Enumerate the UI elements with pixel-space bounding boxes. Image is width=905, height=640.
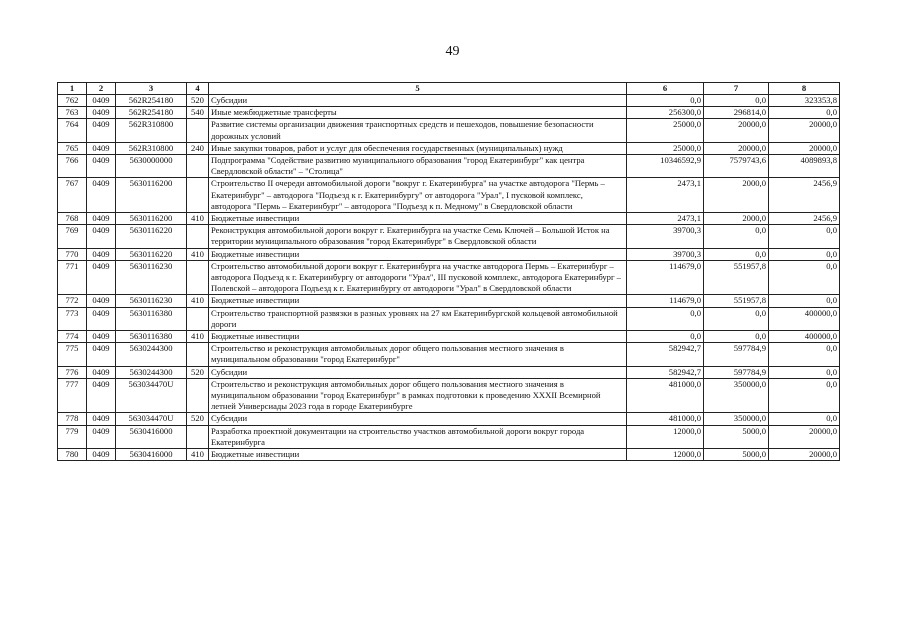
expense-type-cell: 240 [187,142,209,154]
target-code-cell: 5630116230 [116,260,187,295]
table-body [58,95,840,461]
amount-col6-cell: 582942,7 [627,366,704,378]
item-name-cell: Реконструкция автомобильной дороги вокруг г. Екатеринбурга на участке Семь Ключей – Большой Исток на территории муниципального образования "город Екатеринбург" в Свердловской области [209,225,627,248]
amount-col6-cell: 39700,3 [627,225,704,248]
item-name-cell: Строительство автомобильной дороги вокруг г. Екатеринбурга на участке автодорога Пермь – Екатеринбург – автодорога Подъезд к г. Екатеринбургу от автодороги "Урал", III пусковой комплекс, автодорога Екатеринбург – Полевской – автодорога Подъезд к г. Екатеринбургу от автодороги "Урал" в Свердловской области [209,260,627,295]
table-row [58,260,840,295]
amount-col7-cell: 2000,0 [704,213,769,225]
row-number-cell: 773 [58,307,87,330]
expense-type-cell: 520 [187,95,209,107]
section-code-cell: 0409 [87,142,116,154]
column-header-3: 3 [116,83,187,95]
amount-col6-cell: 0,0 [627,95,704,107]
table-row [58,225,840,248]
amount-col8-cell: 20000,0 [769,425,840,448]
amount-col8-cell: 4089893,8 [769,155,840,178]
item-name-cell: Строительство транспортной развязки в разных уровнях на 27 км Екатеринбургской кольцевой автомобильной дороги [209,307,627,330]
table-row [58,107,840,119]
amount-col8-cell: 0,0 [769,107,840,119]
amount-col7-cell: 5000,0 [704,425,769,448]
amount-col7-cell: 2000,0 [704,178,769,213]
item-name-cell: Бюджетные инвестиции [209,213,627,225]
target-code-cell: 563034470U [116,378,187,413]
amount-col8-cell: 0,0 [769,343,840,366]
amount-col7-cell: 7579743,6 [704,155,769,178]
amount-col7-cell: 597784,9 [704,366,769,378]
table-row [58,295,840,307]
amount-col8-cell: 0,0 [769,413,840,425]
table-header [58,83,840,95]
table-row [58,343,840,366]
expense-type-cell [187,260,209,295]
row-number-cell: 775 [58,343,87,366]
amount-col6-cell: 114679,0 [627,260,704,295]
amount-col6-cell: 2473,1 [627,213,704,225]
amount-col7-cell: 296814,0 [704,107,769,119]
column-header-6: 6 [627,83,704,95]
amount-col8-cell: 20000,0 [769,449,840,461]
section-code-cell: 0409 [87,95,116,107]
amount-col6-cell: 256300,0 [627,107,704,119]
amount-col6-cell: 582942,7 [627,343,704,366]
expense-type-cell: 410 [187,248,209,260]
section-code-cell: 0409 [87,213,116,225]
table-row [58,119,840,142]
amount-col7-cell: 20000,0 [704,142,769,154]
row-number-cell: 778 [58,413,87,425]
target-code-cell: 5630116200 [116,178,187,213]
target-code-cell: 562R254180 [116,95,187,107]
item-name-cell: Строительство II очереди автомобильной дороги "вокруг г. Екатеринбурга" на участке автодорога "Пермь – Екатеринбург" – автодорога "Подъезд к г. Екатеринбургу" от автодорога "Урал", I пусковой комплекс, автодорога "Пермь – Екатеринбург" – автодорога "Подъезд к п. Медному" в Свердловской области [209,178,627,213]
table-row [58,178,840,213]
item-name-cell: Бюджетные инвестиции [209,331,627,343]
amount-col7-cell: 0,0 [704,225,769,248]
amount-col6-cell: 0,0 [627,307,704,330]
item-name-cell: Субсидии [209,413,627,425]
amount-col8-cell: 2456,9 [769,213,840,225]
target-code-cell: 5630244300 [116,343,187,366]
section-code-cell: 0409 [87,225,116,248]
item-name-cell: Бюджетные инвестиции [209,248,627,260]
amount-col7-cell: 5000,0 [704,449,769,461]
target-code-cell: 5630116380 [116,307,187,330]
expense-type-cell: 540 [187,107,209,119]
target-code-cell: 5630116220 [116,248,187,260]
amount-col7-cell: 350000,0 [704,413,769,425]
item-name-cell: Бюджетные инвестиции [209,295,627,307]
section-code-cell: 0409 [87,178,116,213]
target-code-cell: 562R310800 [116,142,187,154]
amount-col6-cell: 0,0 [627,331,704,343]
amount-col7-cell: 551957,8 [704,295,769,307]
table-row [58,248,840,260]
section-code-cell: 0409 [87,366,116,378]
item-name-cell: Иные межбюджетные трансферты [209,107,627,119]
amount-col6-cell: 2473,1 [627,178,704,213]
row-number-cell: 767 [58,178,87,213]
section-code-cell: 0409 [87,343,116,366]
item-name-cell: Строительство и реконструкция автомобильных дорог общего пользования местного значения в муниципальном образовании "город Екатеринбург" в рамках подготовки к проведению XXXII Всемирной летней Универсиады 2023 года в городе Екатеринбурге [209,378,627,413]
amount-col7-cell: 0,0 [704,95,769,107]
amount-col8-cell: 323353,8 [769,95,840,107]
target-code-cell: 5630000000 [116,155,187,178]
table-row [58,213,840,225]
row-number-cell: 776 [58,366,87,378]
row-number-cell: 770 [58,248,87,260]
section-code-cell: 0409 [87,449,116,461]
row-number-cell: 766 [58,155,87,178]
table-row [58,413,840,425]
column-header-5: 5 [209,83,627,95]
target-code-cell: 5630116200 [116,213,187,225]
row-number-cell: 777 [58,378,87,413]
section-code-cell: 0409 [87,260,116,295]
table-row [58,307,840,330]
amount-col8-cell: 0,0 [769,295,840,307]
amount-col8-cell: 20000,0 [769,142,840,154]
amount-col6-cell: 12000,0 [627,449,704,461]
column-header-8: 8 [769,83,840,95]
table-row [58,95,840,107]
expense-type-cell [187,343,209,366]
amount-col6-cell: 114679,0 [627,295,704,307]
table-row [58,366,840,378]
amount-col8-cell: 2456,9 [769,178,840,213]
column-header-2: 2 [87,83,116,95]
table-row [58,331,840,343]
expense-type-cell [187,425,209,448]
expense-type-cell [187,178,209,213]
amount-col8-cell: 400000,0 [769,331,840,343]
target-code-cell: 562R310800 [116,119,187,142]
section-code-cell: 0409 [87,413,116,425]
target-code-cell: 563034470U [116,413,187,425]
amount-col7-cell: 350000,0 [704,378,769,413]
row-number-cell: 765 [58,142,87,154]
target-code-cell: 5630116220 [116,225,187,248]
target-code-cell: 5630244300 [116,366,187,378]
amount-col7-cell: 0,0 [704,331,769,343]
section-code-cell: 0409 [87,331,116,343]
row-number-cell: 772 [58,295,87,307]
item-name-cell: Развитие системы организации движения транспортных средств и пешеходов, повышение безопасности дорожных условий [209,119,627,142]
target-code-cell: 5630116380 [116,331,187,343]
row-number-cell: 771 [58,260,87,295]
amount-col6-cell: 39700,3 [627,248,704,260]
expense-type-cell: 520 [187,413,209,425]
amount-col6-cell: 25000,0 [627,142,704,154]
amount-col8-cell: 0,0 [769,260,840,295]
row-number-cell: 764 [58,119,87,142]
amount-col7-cell: 20000,0 [704,119,769,142]
item-name-cell: Строительство и реконструкция автомобильных дорог общего пользования местного значения в муниципальном образовании "город Екатеринбург" [209,343,627,366]
expense-type-cell [187,225,209,248]
amount-col8-cell: 0,0 [769,366,840,378]
section-code-cell: 0409 [87,295,116,307]
column-header-1: 1 [58,83,87,95]
expense-type-cell: 410 [187,213,209,225]
column-header-4: 4 [187,83,209,95]
amount-col7-cell: 0,0 [704,307,769,330]
item-name-cell: Бюджетные инвестиции [209,449,627,461]
amount-col6-cell: 25000,0 [627,119,704,142]
amount-col6-cell: 481000,0 [627,378,704,413]
column-header-7: 7 [704,83,769,95]
item-name-cell: Субсидии [209,95,627,107]
section-code-cell: 0409 [87,107,116,119]
table-row [58,425,840,448]
section-code-cell: 0409 [87,425,116,448]
table-row [58,378,840,413]
section-code-cell: 0409 [87,307,116,330]
section-code-cell: 0409 [87,155,116,178]
table-row [58,155,840,178]
expense-type-cell: 520 [187,366,209,378]
target-code-cell: 5630416000 [116,425,187,448]
section-code-cell: 0409 [87,119,116,142]
row-number-cell: 774 [58,331,87,343]
section-code-cell: 0409 [87,378,116,413]
expense-type-cell: 410 [187,449,209,461]
amount-col8-cell: 20000,0 [769,119,840,142]
amount-col6-cell: 481000,0 [627,413,704,425]
expense-type-cell [187,307,209,330]
budget-table [57,82,840,461]
expense-type-cell [187,119,209,142]
section-code-cell: 0409 [87,248,116,260]
amount-col8-cell: 400000,0 [769,307,840,330]
target-code-cell: 5630116230 [116,295,187,307]
target-code-cell: 562R254180 [116,107,187,119]
row-number-cell: 763 [58,107,87,119]
expense-type-cell: 410 [187,331,209,343]
item-name-cell: Субсидии [209,366,627,378]
row-number-cell: 762 [58,95,87,107]
amount-col8-cell: 0,0 [769,378,840,413]
item-name-cell: Иные закупки товаров, работ и услуг для обеспечения государственных (муниципальных) нужд [209,142,627,154]
header-row [58,83,840,95]
page-number: 49 [445,44,460,59]
row-number-cell: 780 [58,449,87,461]
table-row [58,142,840,154]
amount-col7-cell: 0,0 [704,248,769,260]
row-number-cell: 769 [58,225,87,248]
amount-col8-cell: 0,0 [769,225,840,248]
item-name-cell: Подпрограмма "Содействие развитию муниципального образования "город Екатеринбург" как центра Свердловской области" – "Столица" [209,155,627,178]
amount-col7-cell: 597784,9 [704,343,769,366]
expense-type-cell [187,155,209,178]
amount-col7-cell: 551957,8 [704,260,769,295]
table-row [58,449,840,461]
expense-type-cell [187,378,209,413]
item-name-cell: Разработка проектной документации на строительство участков автомобильной дороги вокруг города Екатеринбурга [209,425,627,448]
row-number-cell: 779 [58,425,87,448]
amount-col6-cell: 10346592,9 [627,155,704,178]
target-code-cell: 5630416000 [116,449,187,461]
amount-col8-cell: 0,0 [769,248,840,260]
row-number-cell: 768 [58,213,87,225]
amount-col6-cell: 12000,0 [627,425,704,448]
expense-type-cell: 410 [187,295,209,307]
